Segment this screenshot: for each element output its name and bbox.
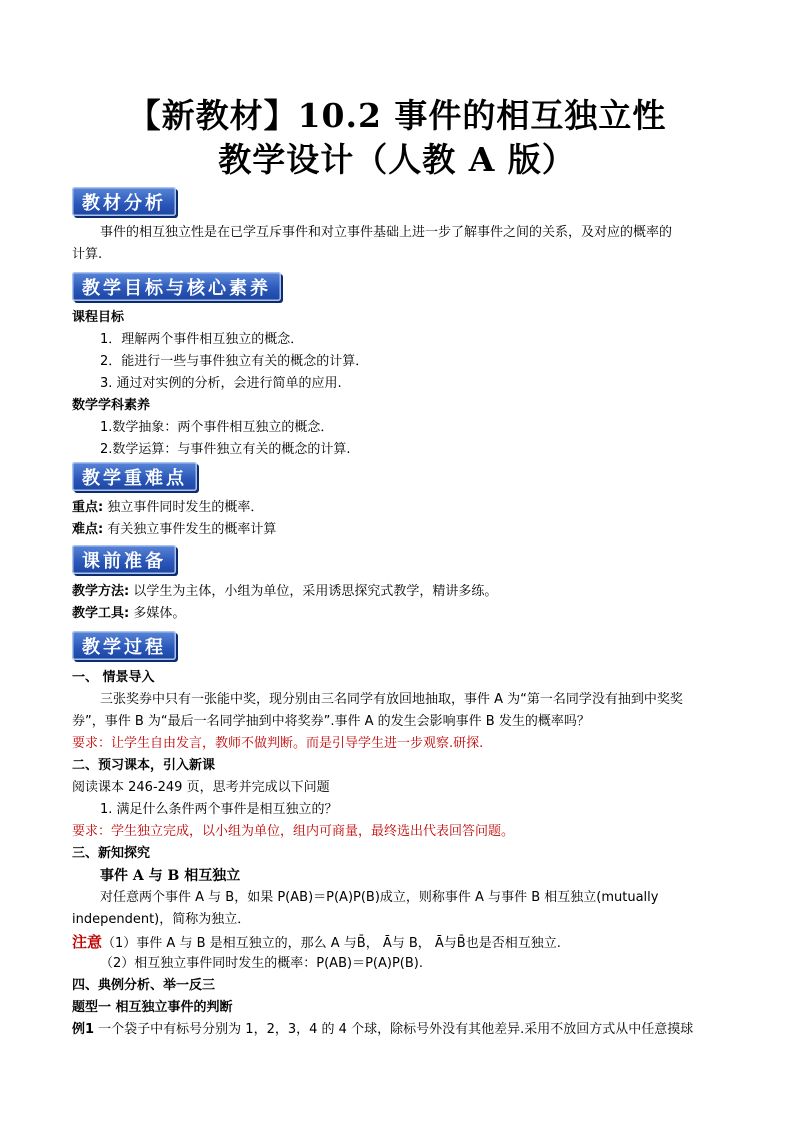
course-goal-item: 1．理解两个事件相互独立的概念． bbox=[100, 332, 304, 347]
process-s2-heading: 二、预习课本，引入新课 bbox=[72, 758, 216, 773]
note-line2: （2）相互独立事件同时发生的概率：P(AB)＝P(A)P(B). bbox=[100, 956, 423, 971]
example-text: 一个袋子中有标号分别为 1，2，3，4 的 4 个球，除标号外没有其他差异.采用不放回方式从中任意摸球 bbox=[94, 1022, 694, 1037]
process-s1-paragraph-line2: 券”，事件 B 为“最后一名同学抽到中将奖券”.事件 A 的发生会影响事件 B 发生的概率吗？ bbox=[72, 714, 590, 729]
literacy-item: 2.数学运算：与事件独立有关的概念的计算. bbox=[100, 442, 351, 457]
process-s2-question: 1. 满足什么条件两个事件是相互独立的？ bbox=[100, 802, 338, 817]
process-s1-heading: 一、 情景导入 bbox=[72, 670, 155, 685]
process-s2-paragraph: 阅读课本 246-249 页，思考并完成以下问题 bbox=[72, 780, 330, 795]
process-s4-heading: 四、典例分析、举一反三 bbox=[72, 978, 216, 993]
document-title: 【新教材】10.2 事件的相互独立性 bbox=[127, 96, 667, 135]
note-line1 bbox=[72, 931, 722, 955]
note-label: 注意 bbox=[72, 933, 103, 951]
example-label: 例1 bbox=[72, 1022, 95, 1037]
literacy-heading: 数学学科素养 bbox=[72, 398, 151, 413]
tool-line bbox=[72, 603, 722, 625]
difficulty-label: 难点: bbox=[72, 522, 104, 537]
definition-line1: 对任意两个事件 A 与 B，如果 P(AB)＝P(A)P(B)成立，则称事件 A 与事件 B 相互独立(mutually bbox=[100, 890, 659, 905]
process-s3-heading: 三、新知探究 bbox=[72, 846, 151, 861]
section-banner-analysis: 教材分析 bbox=[72, 187, 176, 216]
note-text: （1）事件 A 与 B 是相互独立的，那么 A 与B̄， Ā与 B， Ā与B̄也是否相互独立. bbox=[102, 936, 561, 951]
method-label: 教学方法: bbox=[72, 584, 130, 599]
course-goals-heading: 课程目标 bbox=[72, 310, 125, 325]
process-s1-paragraph-line1: 三张奖券中只有一张能中奖，现分别由三名同学有放回地抽取，事件 A 为“第一名同学没有抽到中奖奖 bbox=[100, 692, 683, 707]
course-goal-item: 2．能进行一些与事件独立有关的概念的计算． bbox=[100, 354, 369, 369]
question-type-heading: 题型一 相互独立事件的判断 bbox=[72, 1000, 233, 1015]
analysis-text-line1: 事件的相互独立性是在已学互斥事件和对立事件基础上进一步了解事件之间的关系，及对应的概率的 bbox=[100, 225, 673, 240]
section-banner-prep: 课前准备 bbox=[72, 545, 176, 574]
course-goal-item: 3. 通过对实例的分析，会进行简单的应用. bbox=[100, 376, 342, 391]
tool-label: 教学工具: bbox=[72, 606, 130, 621]
literacy-item: 1.数学抽象：两个事件相互独立的概念． bbox=[100, 420, 334, 435]
process-s3-subheading: 事件 A 与 B 相互独立 bbox=[100, 868, 241, 884]
section-banner-process: 教学过程 bbox=[72, 631, 176, 660]
focus-text: 独立事件同时发生的概率． bbox=[103, 500, 264, 515]
section-banner-goals: 教学目标与核心素养 bbox=[72, 272, 281, 301]
focus-line bbox=[72, 497, 722, 519]
document-subtitle: 教学设计（人教 A 版） bbox=[218, 140, 576, 179]
section-banner-key-points: 教学重难点 bbox=[72, 462, 197, 491]
difficulty-text: 有关独立事件发生的概率计算 bbox=[103, 522, 277, 537]
focus-label: 重点: bbox=[72, 500, 104, 515]
method-text: 以学生为主体，小组为单位，采用诱思探究式教学，精讲多练。 bbox=[129, 584, 498, 599]
example-line bbox=[72, 1019, 722, 1041]
process-s1-requirement: 要求：让学生自由发言，教师不做判断。而是引导学生进一步观察.研探. bbox=[72, 736, 484, 751]
tool-text: 多媒体。 bbox=[129, 606, 186, 621]
analysis-text-line2: 计算. bbox=[72, 247, 103, 262]
definition-line2: independent)，简称为独立． bbox=[72, 912, 251, 927]
method-line bbox=[72, 581, 722, 603]
difficulty-line bbox=[72, 519, 722, 541]
process-s2-requirement: 要求：学生独立完成，以小组为单位，组内可商量，最终选出代表回答问题。 bbox=[72, 824, 515, 839]
